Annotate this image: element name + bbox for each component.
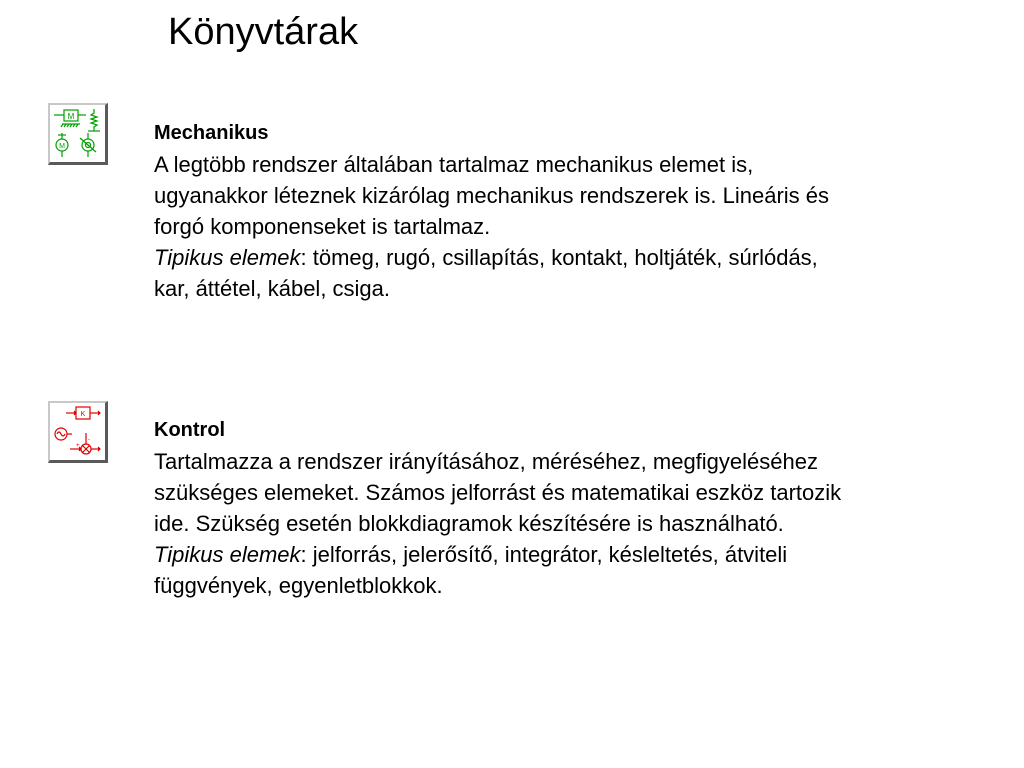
- typical-elements-text: : jelforrás, jelerősítő, integrátor, késleltetés, átviteli: [300, 542, 788, 567]
- description-line: ide. Szükség esetén blokkdiagramok készítésére is használható.: [154, 511, 784, 536]
- control-library-icon[interactable]: [48, 401, 108, 463]
- control-blocks-icon: [50, 403, 105, 460]
- description-line: szükséges elemeket. Számos jelforrást és matematikai eszköz tartozik: [154, 480, 842, 505]
- section-heading: Kontrol: [154, 419, 226, 441]
- section-description: [154, 446, 974, 601]
- mechanical-section: [154, 118, 974, 304]
- description-line: Tartalmazza a rendszer irányításához, méréséhez, megfigyeléséhez: [154, 449, 818, 474]
- mechanical-library-icon[interactable]: [48, 103, 108, 165]
- mechanical-components-icon: [50, 105, 105, 162]
- svg-text:K: K: [80, 411, 86, 418]
- typical-elements-label: Tipikus elemek: [154, 245, 301, 270]
- page-title: Könyvtárak: [168, 11, 359, 53]
- svg-text:M: M: [67, 112, 75, 121]
- typical-elements-label: Tipikus elemek: [154, 542, 301, 567]
- section-description: [154, 149, 974, 304]
- section-heading: Mechanikus: [154, 122, 269, 144]
- control-section: [154, 415, 974, 601]
- description-line: A legtöbb rendszer általában tartalmaz mechanikus elemet is,: [154, 152, 754, 177]
- svg-text:+: +: [76, 443, 80, 449]
- svg-text:-: -: [88, 437, 90, 443]
- typical-elements-text: kar, áttétel, kábel, csiga.: [154, 276, 391, 301]
- typical-elements-text: függvények, egyenletblokkok.: [154, 573, 443, 598]
- description-line: forgó komponenseket is tartalmaz.: [154, 214, 491, 239]
- typical-elements-text: : tömeg, rugó, csillapítás, kontakt, holtjáték, súrlódás,: [300, 245, 818, 270]
- svg-text:M: M: [59, 143, 65, 150]
- description-line: ugyanakkor léteznek kizárólag mechanikus rendszerek is. Lineáris és: [154, 183, 830, 208]
